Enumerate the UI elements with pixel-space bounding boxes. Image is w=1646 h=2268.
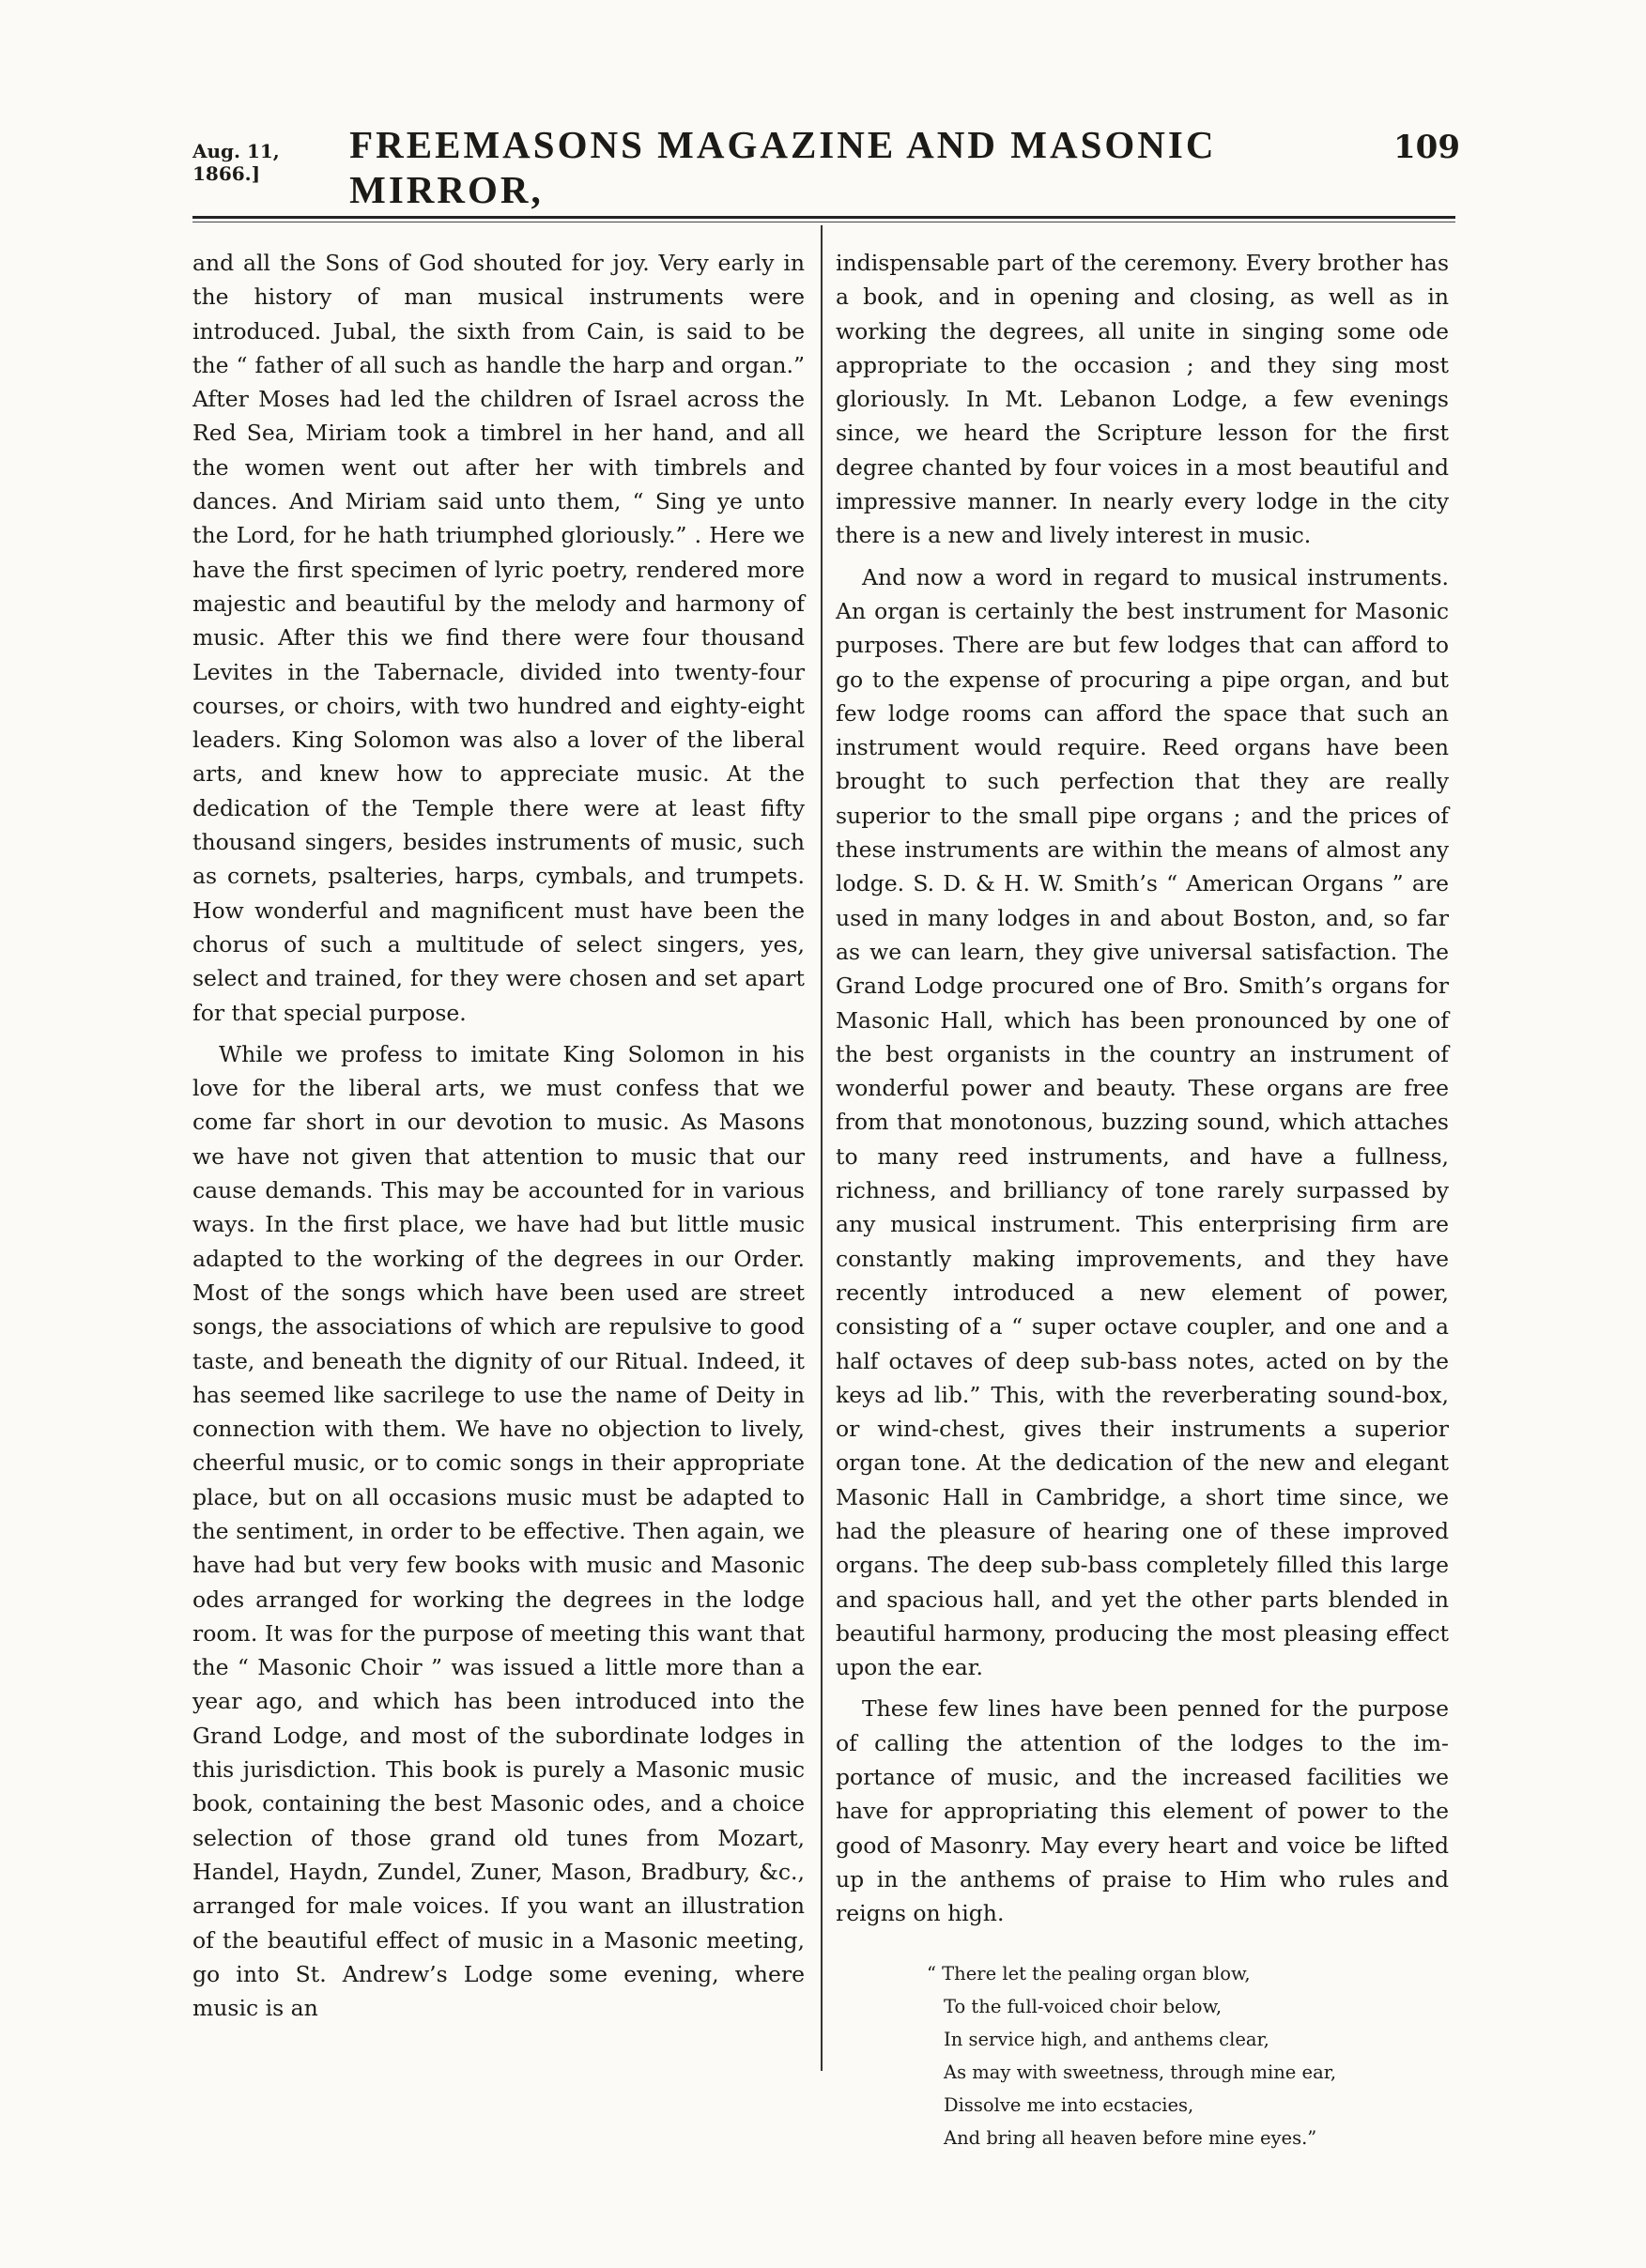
paragraph: These few lines have been penned for the purpose of calling the attention of the lodges to the importance of music, and the increased facilities we have for appropriating this element of power to the good of Masonry. May every heart and voice be lifted up in the anthems of praise to Him who rules and reigns on high.	[836, 1695, 1449, 1927]
column-divider	[821, 225, 823, 2071]
poem-line: In service high, and anthems clear,	[944, 2028, 1269, 2050]
poem-line: And bring all heaven before mine eyes.”	[944, 2126, 1317, 2149]
magazine-title: FREEMASONS MAGAZINE AND MASONIC MIRROR,	[349, 123, 1217, 211]
page-number: 109	[1393, 129, 1460, 166]
right-column	[836, 246, 1449, 2154]
paragraph: and all the Sons of God shouted for joy. Very early in the history of man musical instruments were introduced. Jubal, the sixth from Cain, is said to be the “ father of all such as handle the harp and organ.” After Moses had led the children of Israel across the Red Sea, Miriam took a timbrel in her hand, and all the women went out after her with timbrels and dances. And Miriam said unto them, “ Sing ye unto the Lord, for he hath triumphed gloriously.” . Here we have the first specimen of lyric poetry, rendered more majestic and beautiful by the melody and harmony of music. After this we find there were four thousand Levites in the Tabernacle, divided into twenty-four courses, or choirs, with two hundred and eighty-eight leaders. King Solomon was also a lover of the liberal arts, and knew how to appreciate music. At the dedication of the Temple there were at least fifty thousand singers, besides instruments of music, such as cornets, psalteries, harps, cymbals, and trumpets. How wonderful and magnificent must have been the chorus of such a multitude of select singers, yes, select and trained, for they were chosen and set apart for that special purpose.	[192, 250, 805, 1026]
poem-line: Dissolve me into ecstacies,	[944, 2093, 1194, 2116]
header-rule	[192, 216, 1455, 219]
left-column	[192, 246, 805, 2025]
paragraph: indispensable part of the ceremony. Every brother has a book, and in opening and closing, as well as in working the degrees, all unite in singing some ode appropriate to the occasion ; and they sing most gloriously. In Mt. Lebanon Lodge, a few evenings since, we heard the Scripture lesson for the first degree chanted by four voices in a most beautiful and impressive manner. In nearly every lodge in the city there is a new and lively interest in music.	[836, 250, 1449, 549]
running-header	[192, 122, 1460, 211]
poem-line: As may with sweetness, through mine ear,	[944, 2061, 1337, 2083]
poem-quote	[927, 1957, 1449, 2154]
poem-line: To the full-voiced choir below,	[944, 1995, 1223, 2017]
paragraph: And now a word in regard to musical instruments. An organ is certainly the best instrument for Masonic purposes. There are but few lodges that can afford to go to the expense of procuring a pipe organ, and but few lodge rooms can afford the space that such an instrument would require. Reed organs have been brought to such perfection that they are really superior to the small pipe organs ; and the prices of these instruments are within the means of almost any lodge. S. D. & H. W. Smith’s “ American Organs ” are used in many lodges in and about Boston, and, so far as we can learn, they give universal satisfaction. The Grand Lodge procured one of Bro. Smith’s organs for Masonic Hall, which has been pronounced by one of the best organists in the country an instrument of wonderful power and beauty. These organs are free from that monotonous, buzzing sound, which attaches to many reed instruments, and have a fullness, richness, and brilliancy of tone rarely surpassed by any musical instrument. This enterprising firm are constantly making improvements, and they have recently introduced a new element of power, consisting of a “ super octave coupler, and one and a half octaves of deep sub-bass notes, acted on by the keys ad lib.” This, with the reverberating sound-box, or wind-chest, gives their instruments a superior organ tone. At the dedication of the new and elegant Masonic Hall in Cambridge, a short time since, we had the pleasure of hearing one of these improved organs. The deep sub-bass completely filled this large and spacious hall, and yet the other parts blended in beautiful harmony, producing the most pleasing effect upon the ear.	[836, 563, 1449, 1681]
paragraph: While we profess to imitate King Solomon in his love for the liberal arts, we must confess that we come far short in our devotion to music. As Masons we have not given that attention to music that our cause demands. This may be accounted for in various ways. In the first place, we have had but little music adapted to the working of the degrees in our Order. Most of the songs which have been used are street songs, the associations of which are repulsive to good taste, and beneath the dignity of our Ritual. Indeed, it has seemed like sacrilege to use the name of Deity in connection with them. We have no objection to lively, cheerful music, or to comic songs in their appropriate place, but on all occasions music must be adapted to the sentiment, in order to be effective. Then again, we have had but very few books with music and Masonic odes arranged for working the degrees in the lodge room. It was for the purpose of meeting this want that the “ Masonic Choir ” was issued a little more than a year ago, and which has been introduced into the Grand Lodge, and most of the subordinate lodges in this jurisdiction. This book is purely a Masonic music book, containing the best Masonic odes, and a choice selection of those grand old tunes from Mozart, Handel, Haydn, Zundel, Zuner, Mason, Bradbury, &c., arranged for male voices. If you want an illustration of the beautiful effect of music in a Masonic meeting, go into St. Andrew’s Lodge some evening, where music is an	[192, 1040, 805, 2022]
poem-line: “ There let the pealing organ blow,	[927, 1962, 1251, 1984]
issue-date: Aug. 11, 1866.]	[192, 140, 280, 185]
